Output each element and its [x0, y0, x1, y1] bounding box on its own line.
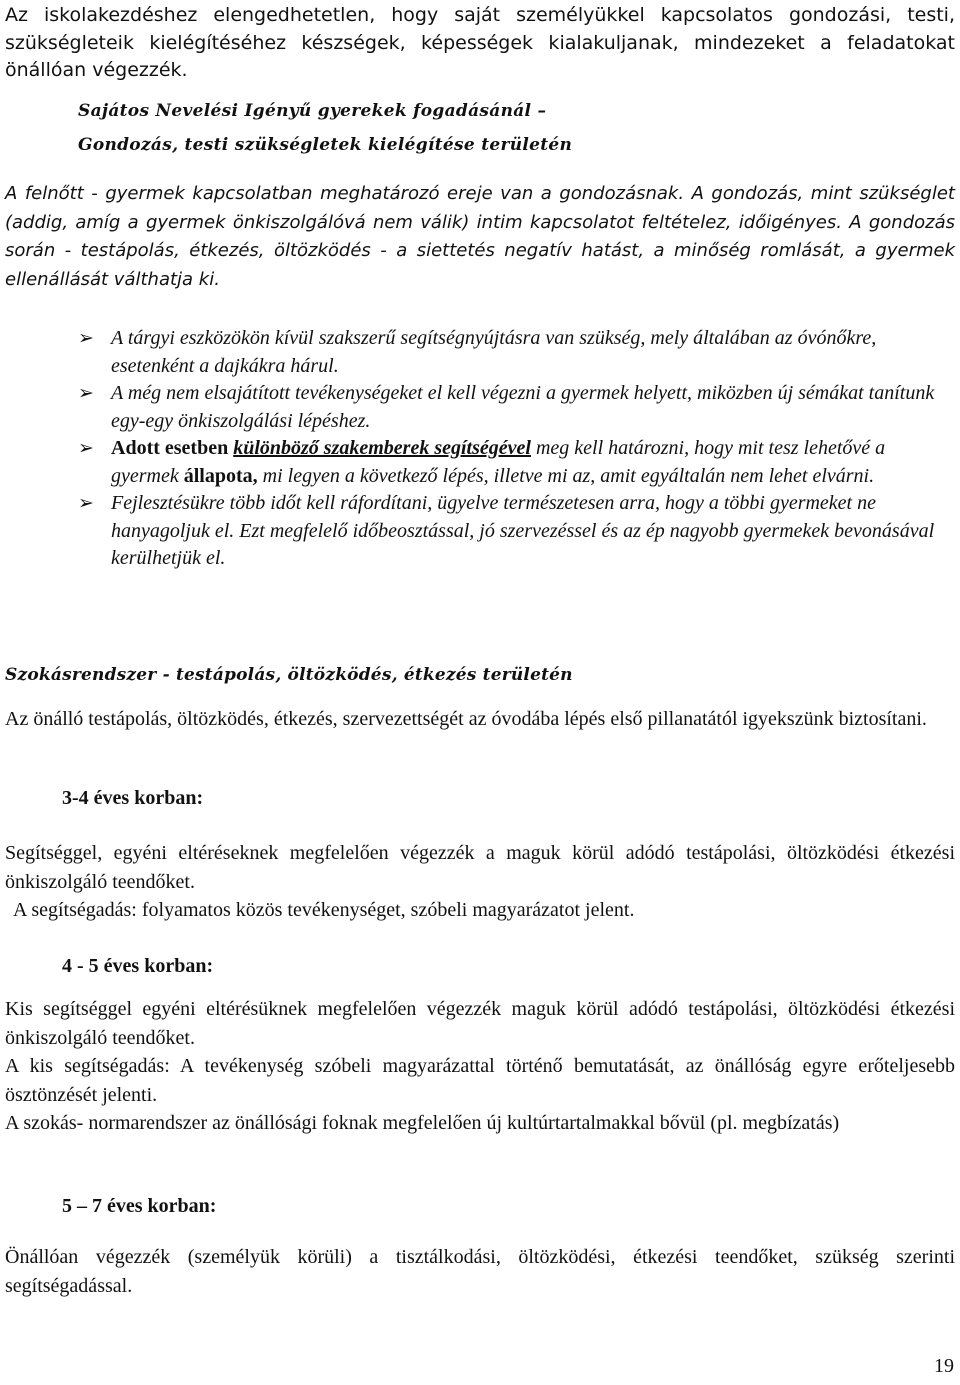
- arrow-bullet-icon: ➢: [78, 438, 94, 459]
- page-number: 19: [934, 1355, 954, 1377]
- bullet-text-part: Adott esetben: [111, 437, 234, 459]
- intro-paragraph: Az iskolakezdéshez elengedhetetlen, hogy saját személyükkel kapcsolatos gondozási, testi, szükségleteik kielégítéséhez készségek, képességek kialakuljanak, mindezeket a feladatokat önállóan végezzék.: [5, 4, 955, 81]
- bullet-text-part: mi legyen a következő lépés, illetve mi az, amit egyáltalán nem lehet elvárni.: [257, 464, 875, 487]
- age-group-line: A segítségadás: folyamatos közös tevékenységet, szóbeli magyarázatot jelent.: [13, 899, 635, 921]
- age-group-heading: 5 – 7 éves korban:: [62, 1195, 217, 1217]
- age-group-line: Segítséggel, egyéni eltéréseknek megfelelően végezzék a maguk körül adódó testápolási, öltözködési étkezési önkiszolgáló teendőket.: [5, 842, 955, 893]
- bullet-item: [78, 325, 946, 380]
- section2-title: Szokásrendszer - testápolás, öltözködés, étkezés területén: [5, 665, 573, 685]
- section1-title-line1: Sajátos Nevelési Igényű gyerekek fogadásánál –: [78, 101, 547, 121]
- arrow-bullet-icon: ➢: [78, 493, 94, 514]
- bullet-item: [78, 490, 946, 573]
- arrow-bullet-icon: ➢: [78, 383, 94, 404]
- age-group-line: Önállóan végezzék (személyük körüli) a tisztálkodási, öltözködési, étkezési teendőket, szükség szerinti segítségadással.: [5, 1246, 955, 1297]
- section1-paragraph: A felnőtt - gyermek kapcsolatban meghatározó ereje van a gondozásnak. A gondozás, mint szükséglet (addig, amíg a gyermek önkiszolgálóvá nem válik) intim kapcsolatot feltételez, időigényes. A gondozás során - testápolás, étkezés, öltözködés - a siettetés negatív hatást, a minőség romlását, a gyermek ellenállását válthatja ki.: [5, 183, 955, 290]
- bullet-text: A tárgyi eszközökön kívül szakszerű segítségnyújtásra van szükség, mely általában az óvónőkre, esetenként a dajkákra hárul.: [111, 327, 877, 377]
- age-group-text: [5, 995, 955, 1138]
- bullet-text-part: meg kell határozni, hogy mit tesz lehetővé a gyermek: [111, 437, 886, 487]
- arrow-bullet-icon: ➢: [78, 328, 94, 349]
- bullet-text: Fejlesztésükre több időt kell ráfordítani, ügyelve természetesen arra, hogy a többi gyermeket ne hanyagoljuk el. Ezt megfelelő időbeosztással, jó szervezéssel és az ép nagyobb gyermekek bevonásával kerülhetjük el.: [111, 492, 935, 569]
- section1-bullet-list: [78, 325, 946, 573]
- bullet-text-emphasis: állapota,: [183, 464, 258, 487]
- age-group-text: [5, 1243, 955, 1300]
- bullet-item: [78, 435, 946, 490]
- bullet-text-emphasis: különböző szakemberek segítségével: [233, 437, 531, 459]
- bullet-text: A még nem elsajátított tevékenységeket el kell végezni a gyermek helyett, miközben új sémákat tanítunk egy-egy önkiszolgálási lépéshez.: [111, 382, 935, 432]
- age-group-heading: 3-4 éves korban:: [62, 787, 204, 809]
- age-group-line: A kis segítségadás: A tevékenység szóbeli magyarázattal történő bemutatását, az önállóság egyre erőteljesebb ösztönzését jelenti.: [5, 1055, 955, 1106]
- section1-title-line2: Gondozás, testi szükségletek kielégítése területén: [78, 135, 573, 155]
- age-group-line: Kis segítséggel egyéni eltérésüknek megfelelően végezzék maguk körül adódó testápolási, öltözködési étkezési önkiszolgáló teendőket.: [5, 998, 955, 1049]
- age-group-text: [5, 839, 955, 925]
- age-group-line: A szokás- normarendszer az önállósági foknak megfelelően új kultúrtartalmakkal bővül (pl. megbízatás): [5, 1112, 840, 1134]
- age-group-heading: 4 - 5 éves korban:: [62, 955, 214, 977]
- section2-paragraph: Az önálló testápolás, öltözködés, étkezés, szervezettségét az óvodába lépés első pillanatától igyekszünk biztosítani.: [5, 708, 927, 730]
- bullet-item: [78, 380, 946, 435]
